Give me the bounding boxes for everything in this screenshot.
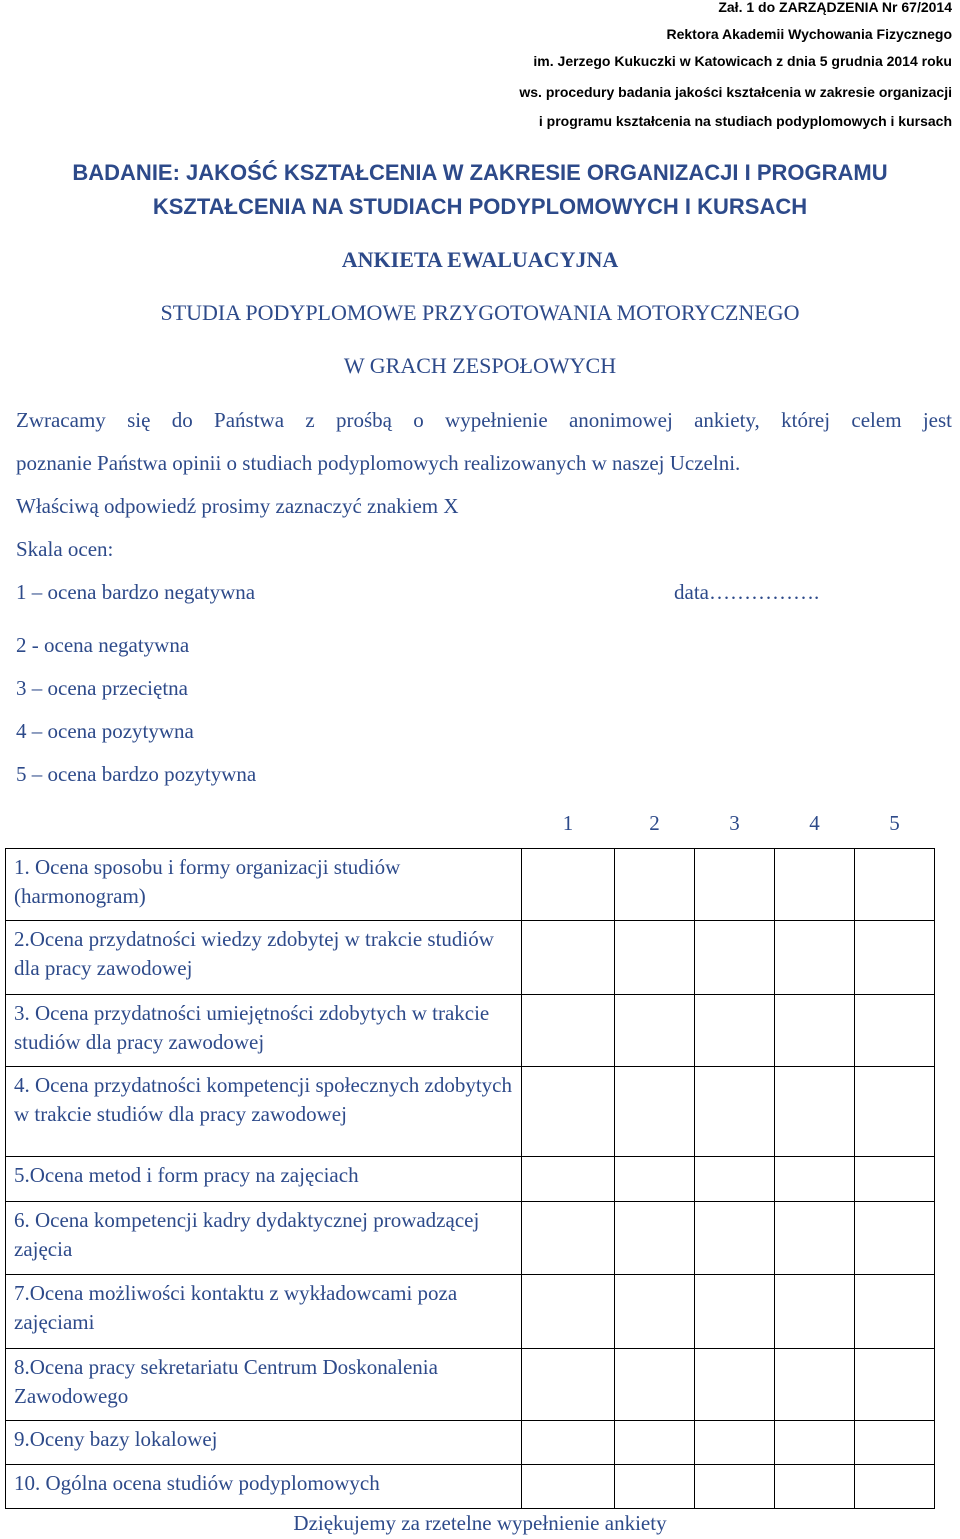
rating-cell-6-4[interactable] <box>775 1201 855 1274</box>
rating-cell-9-2[interactable] <box>615 1420 695 1464</box>
rating-cell-1-4[interactable] <box>775 848 855 920</box>
rating-cell-2-5[interactable] <box>855 920 935 994</box>
rating-cell-9-5[interactable] <box>855 1420 935 1464</box>
rating-cell-10-1[interactable] <box>522 1464 615 1508</box>
intro-line-2: poznanie Państwa opinii o studiach podyplomowych realizowanych w naszej Uczelni. <box>16 451 741 475</box>
column-header-5: 5 <box>889 811 900 836</box>
question-3: 3. Ocena przydatności umiejętności zdobytych w trakcie studiów dla pracy zawodowej <box>6 994 522 1066</box>
rating-cell-7-3[interactable] <box>695 1274 775 1348</box>
page-title-line-1: BADANIE: JAKOŚĆ KSZTAŁCENIA W ZAKRESIE ORGANIZACJI I PROGRAMU <box>72 160 888 185</box>
table-row <box>6 1156 935 1201</box>
rating-cell-5-3[interactable] <box>695 1156 775 1201</box>
column-header-1: 1 <box>562 811 574 836</box>
rating-cell-4-1[interactable] <box>522 1066 615 1156</box>
rating-cell-7-5[interactable] <box>855 1274 935 1348</box>
rating-cell-4-2[interactable] <box>615 1066 695 1156</box>
rating-cell-2-2[interactable] <box>615 920 695 994</box>
table-row <box>6 848 935 920</box>
rating-cell-6-3[interactable] <box>695 1201 775 1274</box>
rating-cell-3-4[interactable] <box>775 994 855 1066</box>
thanks-footer: Dziękujemy za rzetelne wypełnienie ankiety <box>293 1511 667 1535</box>
program-name-line-2: W GRACH ZESPOŁOWYCH <box>343 353 617 378</box>
rating-cell-1-1[interactable] <box>522 848 615 920</box>
scale-item-4: 4 – ocena pozytywna <box>16 719 194 743</box>
rating-cell-8-5[interactable] <box>855 1348 935 1420</box>
program-name-line-1: STUDIA PODYPLOMOWE PRZYGOTOWANIA MOTORYCZNEGO <box>160 300 800 325</box>
rating-cell-3-2[interactable] <box>615 994 695 1066</box>
rating-cell-10-3[interactable] <box>695 1464 775 1508</box>
rating-cell-2-4[interactable] <box>775 920 855 994</box>
rating-cell-2-3[interactable] <box>695 920 775 994</box>
rating-cell-10-4[interactable] <box>775 1464 855 1508</box>
question-4: 4. Ocena przydatności kompetencji społecznych zdobytych w trakcie studiów dla pracy zawodowej <box>6 1066 522 1156</box>
rating-cell-3-3[interactable] <box>695 994 775 1066</box>
question-8: 8.Ocena pracy sekretariatu Centrum Doskonalenia Zawodowego <box>6 1348 522 1420</box>
page-title-line-2: KSZTAŁCENIA NA STUDIACH PODYPLOMOWYCH I KURSACH <box>152 194 808 219</box>
scale-item-1: 1 – ocena bardzo negatywna <box>16 580 256 604</box>
table-row <box>6 1201 935 1274</box>
table-header-blank <box>6 800 522 848</box>
scale-item-3: 3 – ocena przeciętna <box>16 676 188 700</box>
header-line-4: ws. procedury badania jakości kształcenia w zakresie organizacji <box>519 84 952 100</box>
rating-cell-1-2[interactable] <box>615 848 695 920</box>
instruction-text: Właściwą odpowiedź prosimy zaznaczyć znakiem X <box>16 494 459 518</box>
rating-cell-5-2[interactable] <box>615 1156 695 1201</box>
rating-cell-8-4[interactable] <box>775 1348 855 1420</box>
rating-cell-2-1[interactable] <box>522 920 615 994</box>
rating-cell-6-2[interactable] <box>615 1201 695 1274</box>
date-field[interactable]: data……………. <box>674 580 820 604</box>
intro-line-1: Zwracamy się do Państwa z prośbą o wypełnienie anonimowej ankiety, której celem jest <box>16 408 952 432</box>
rating-cell-5-4[interactable] <box>775 1156 855 1201</box>
rating-cell-9-4[interactable] <box>775 1420 855 1464</box>
header-line-1: Zał. 1 do ZARZĄDZENIA Nr 67/2014 <box>718 0 952 15</box>
rating-cell-8-3[interactable] <box>695 1348 775 1420</box>
survey-heading: ANKIETA EWALUACYJNA <box>341 247 619 272</box>
table-row <box>6 1348 935 1420</box>
scale-item-2: 2 - ocena negatywna <box>16 633 190 657</box>
rating-cell-5-1[interactable] <box>522 1156 615 1201</box>
rating-cell-7-4[interactable] <box>775 1274 855 1348</box>
question-7: 7.Ocena możliwości kontaktu z wykładowcami poza zajęciami <box>6 1274 522 1348</box>
question-6: 6. Ocena kompetencji kadry dydaktycznej prowadzącej zajęcia <box>6 1201 522 1274</box>
rating-cell-3-5[interactable] <box>855 994 935 1066</box>
rating-cell-10-2[interactable] <box>615 1464 695 1508</box>
rating-cell-4-5[interactable] <box>855 1066 935 1156</box>
table-row <box>6 920 935 994</box>
column-header-2: 2 <box>649 811 660 836</box>
rating-cell-3-1[interactable] <box>522 994 615 1066</box>
rating-cell-7-1[interactable] <box>522 1274 615 1348</box>
question-5: 5.Ocena metod i form pracy na zajęciach <box>6 1156 522 1201</box>
question-10: 10. Ogólna ocena studiów podyplomowych <box>6 1464 522 1508</box>
rating-cell-1-3[interactable] <box>695 848 775 920</box>
table-row <box>6 994 935 1066</box>
rating-cell-10-5[interactable] <box>855 1464 935 1508</box>
rating-cell-8-2[interactable] <box>615 1348 695 1420</box>
table-row <box>6 1066 935 1156</box>
table-row <box>6 1420 935 1464</box>
scale-item-5: 5 – ocena bardzo pozytywna <box>16 762 257 786</box>
table-row <box>6 1274 935 1348</box>
table-header-row <box>6 800 935 848</box>
header-line-2: Rektora Akademii Wychowania Fizycznego <box>666 26 952 42</box>
rating-cell-9-3[interactable] <box>695 1420 775 1464</box>
column-header-3: 3 <box>729 811 740 836</box>
rating-cell-6-1[interactable] <box>522 1201 615 1274</box>
question-9: 9.Oceny bazy lokalowej <box>6 1420 522 1464</box>
rating-cell-7-2[interactable] <box>615 1274 695 1348</box>
rating-cell-9-1[interactable] <box>522 1420 615 1464</box>
rating-table <box>5 800 935 1509</box>
header-line-3: im. Jerzego Kukuczki w Katowicach z dnia 5 grudnia 2014 roku <box>533 53 952 69</box>
question-2: 2.Ocena przydatności wiedzy zdobytej w trakcie studiów dla pracy zawodowej <box>6 920 522 994</box>
rating-cell-4-4[interactable] <box>775 1066 855 1156</box>
question-1: 1. Ocena sposobu i formy organizacji studiów (harmonogram) <box>6 848 522 920</box>
rating-cell-5-5[interactable] <box>855 1156 935 1201</box>
rating-cell-8-1[interactable] <box>522 1348 615 1420</box>
column-header-4: 4 <box>809 811 820 836</box>
rating-cell-4-3[interactable] <box>695 1066 775 1156</box>
scale-label: Skala ocen: <box>16 537 114 561</box>
header-line-5: i programu kształcenia na studiach podyplomowych i kursach <box>538 113 952 129</box>
rating-cell-1-5[interactable] <box>855 848 935 920</box>
table-row <box>6 1464 935 1508</box>
rating-cell-6-5[interactable] <box>855 1201 935 1274</box>
